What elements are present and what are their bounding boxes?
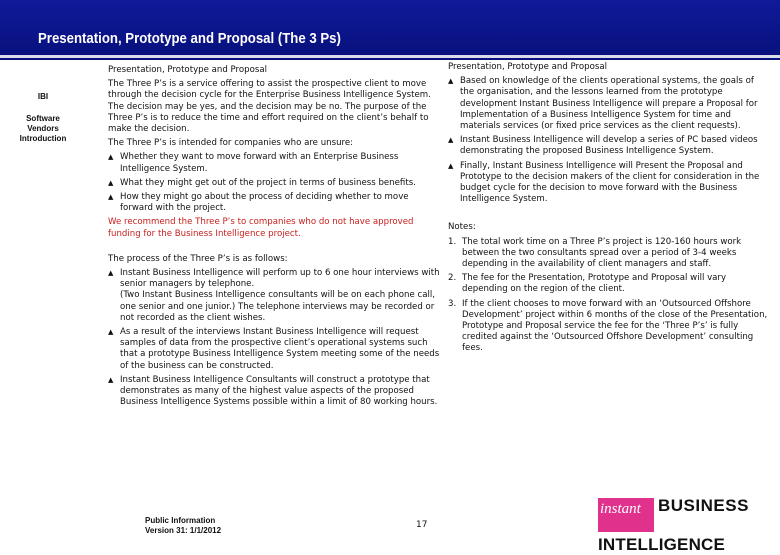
- sidebar-section-line2: Vendors: [27, 124, 59, 133]
- logo-business: BUSINESS: [658, 496, 749, 515]
- process-intro: The process of the Three P’s is as follows:: [108, 253, 288, 264]
- list-item: ▲ Instant Business Intelligence will develop a series of PC based videos demonstrating the proposed Business Intelligence System.: [448, 135, 758, 157]
- bullet-icon: ▲: [448, 136, 454, 145]
- company-logo: [598, 496, 774, 554]
- left-column: [108, 65, 440, 411]
- left-heading: Presentation, Prototype and Proposal: [108, 65, 268, 75]
- list-item: 2. The fee for the Presentation, Prototype and Proposal will vary depending on the region of the client.: [448, 273, 727, 295]
- process-list: [108, 268, 440, 408]
- bullet-icon: ▲: [108, 193, 114, 202]
- page-number: 17: [416, 520, 428, 530]
- sidebar-section-line3: Introduction: [19, 134, 67, 143]
- bullet-icon: ▲: [108, 375, 114, 384]
- bullet-icon: ▲: [108, 328, 114, 337]
- right-column: [448, 62, 770, 358]
- footer-classification: Public Information: [145, 516, 216, 525]
- list-item: ▲ Finally, Instant Business Intelligence will Present the Proposal and Prototype to the decision makers of the client for consideration in the budget cycle for the decision to move forward with the Business Intelligence System.: [448, 160, 760, 205]
- bullet-icon: ▲: [108, 178, 114, 187]
- notes-list: [448, 237, 770, 355]
- list-item: ▲ As a result of the interviews Instant Business Intelligence will request samples of data from the prospective client’s operational systems such that a prototype Business Intelligence System meeting some of the needs of the business can be constructed.: [108, 327, 440, 371]
- list-item: ▲ Instant Business Intelligence Consultants will construct a prototype that demonstrates as many of the highest value aspects of the proposed Business Intelligence Systems possible within a limit of 80 working hours.: [108, 374, 438, 408]
- list-item: ▲ Based on knowledge of the clients operational systems, the goals of the organisation, and the lessons learned from the prototype development Instant Business Intelligence will prepare a Proposal for Implementation of a Business Intelligence System for time and materials services (or fixed price services as the client requests).: [448, 76, 758, 132]
- footer-version: Version 31: 1/1/2012: [145, 526, 222, 535]
- bullet-icon: ▲: [448, 161, 454, 170]
- left-intended: The Three P’s is intended for companies who are unsure:: [108, 138, 354, 149]
- right-bullet-list: [448, 76, 770, 205]
- bullet-icon: ▲: [108, 153, 114, 162]
- logo-instant-box: instant: [598, 498, 654, 532]
- list-item: 1. The total work time on a Three P’s project is 120-160 hours work between the two consultants spread over a period of 3-4 weeks depending in the availability of client managers and staff.: [448, 236, 742, 270]
- footer-info: [145, 516, 221, 536]
- header-rule: [0, 55, 780, 58]
- recommendation-text: We recommend the Three P’s to companies who do not have approved funding for the Business Intelligence project.: [108, 217, 414, 239]
- list-item: ▲ Whether they want to move forward with an Enterprise Business Intelligence System.: [108, 152, 399, 174]
- list-item: ▲ How they might go about the process of deciding whether to move forward with the project.: [108, 192, 409, 214]
- sidebar-section-line1: Software: [26, 114, 60, 123]
- bullet-icon: ▲: [108, 269, 114, 278]
- sidebar-company: IBI: [37, 92, 49, 101]
- notes-label: Notes:: [448, 222, 476, 233]
- logo-intelligence: INTELLIGENCE: [598, 535, 726, 554]
- right-heading: Presentation, Prototype and Proposal: [448, 62, 608, 72]
- sidebar: [12, 92, 74, 144]
- bullet-icon: ▲: [448, 77, 454, 86]
- list-item: 3. If the client chooses to move forward with an ‘Outsourced Offshore Development’ project within 6 months of the close of the Presentation, Prototype and Proposal service the fee for the ‘Three P’s’ is fully credited against the ‘Outsourced Offshore Development’ consulting fees.: [448, 298, 768, 354]
- list-item: ▲ What they might get out of the project in terms of business benefits.: [108, 177, 416, 188]
- list-item: ▲ Instant Business Intelligence will perform up to 6 one hour interviews with senior managers by telephone. (Two Instant Business Intelligence consultants will be on each phone call, one senior and one junior.) The telephone interviews may be recorded or not recorded as the client wishes.: [108, 268, 440, 323]
- header-bar: [0, 0, 780, 60]
- unsure-list: [108, 152, 440, 214]
- left-intro: The Three P’s is a service offering to assist the prospective client to move through the decision cycle for the Enterprise Business Intelligence System. The decision may be yes, and the decision may be no. The purpose of the Three P’s is to reduce the time and effort required on the client’s behalf to make the decision.: [108, 79, 431, 135]
- page-title: Presentation, Prototype and Proposal (The 3 Ps): [38, 30, 341, 47]
